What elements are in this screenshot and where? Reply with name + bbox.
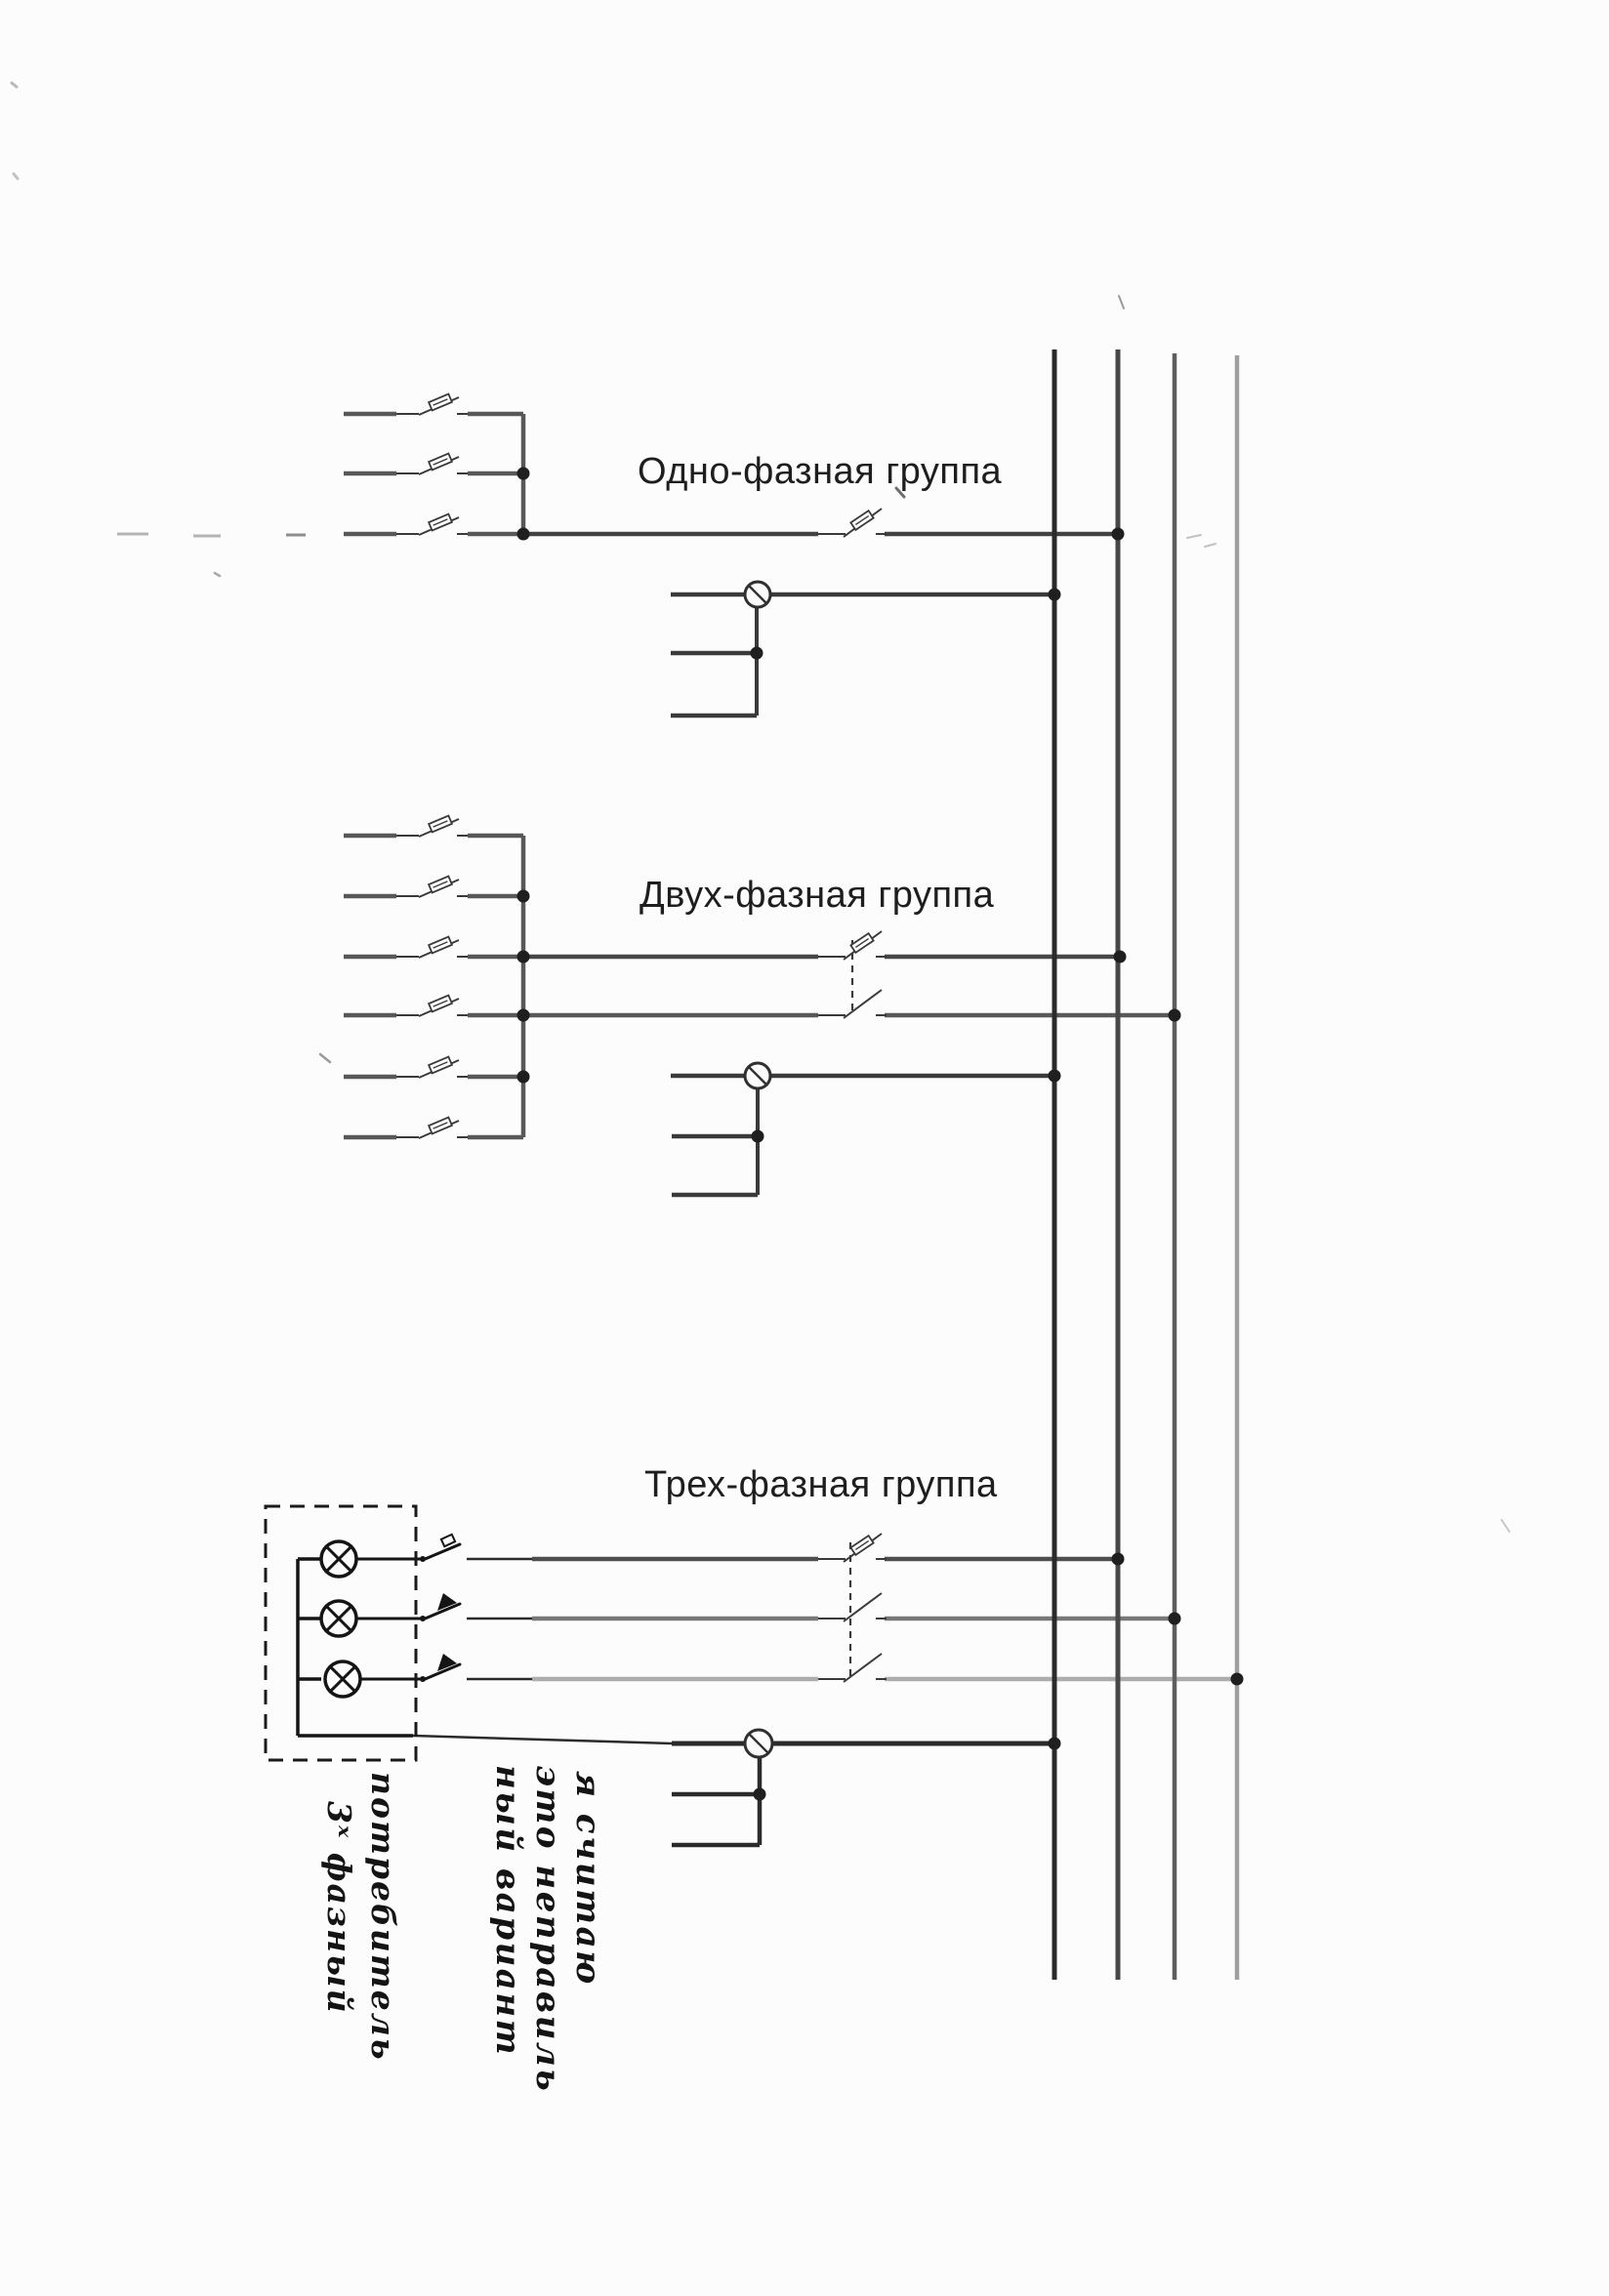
handwritten-line: потребитель [364,1772,402,2062]
junction-dot [751,647,763,660]
junction-dot [1049,1738,1061,1750]
handwritten-line: это неправиль [528,1765,567,2094]
junction-dot [1231,1673,1244,1686]
hand-switch-lever [423,1544,460,1560]
hand-switch-flag [441,1535,455,1546]
artifact-mark [1119,296,1124,308]
artifact-mark [320,1054,330,1062]
artifact-mark [1502,1520,1509,1532]
junction-dot [517,528,530,541]
junction-dot [517,468,530,480]
artifact-mark [12,83,17,87]
junction-dot [1114,951,1127,964]
junction-dot [517,951,530,964]
artifact-mark [215,573,220,576]
switch-lever [844,990,882,1018]
handwritten-line: я считаю [568,1771,607,1987]
junction-dot [752,1130,764,1143]
single-phase-group-label: Одно-фазная группа [638,451,1003,492]
wire-segment [413,1736,672,1743]
junction-dot [517,1071,530,1084]
handwritten-line: 3ˣ фазный [320,1801,358,2015]
junction-dot [1112,1553,1125,1566]
junction-dot [1049,589,1061,601]
junction-dot [1169,1613,1181,1625]
junction-dot [754,1788,766,1801]
three-phase-group-label: Трех-фазная группа [644,1464,998,1505]
switch-lever [844,1654,882,1682]
handwritten-consumer-note [317,1772,405,2062]
artifact-mark [14,174,18,179]
junction-dot [517,1009,530,1022]
handwritten-line: ный вариант [488,1765,527,2058]
switch-lever [844,1593,882,1621]
handwritten-opinion-note [487,1765,607,2094]
junction-dot [1049,1070,1061,1083]
junction-dot [517,890,530,903]
junction-dot [1112,528,1125,541]
junction-dot [1169,1009,1181,1022]
artifact-mark [1187,535,1201,538]
two-phase-group-label: Двух-фазная группа [639,875,995,916]
artifact-mark [1205,544,1216,547]
